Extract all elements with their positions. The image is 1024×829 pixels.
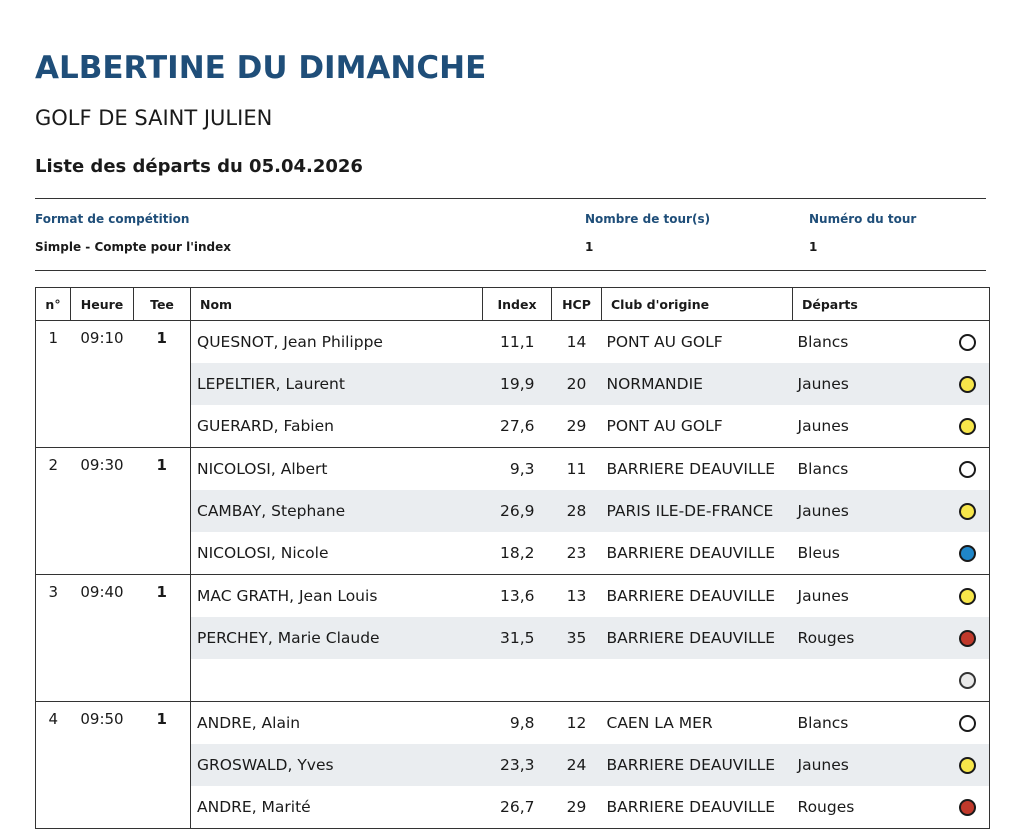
player-name: PERCHEY, Marie Claude xyxy=(191,617,483,659)
table-row xyxy=(36,363,990,405)
player-club: CAEN LA MER xyxy=(602,702,793,745)
group-number xyxy=(36,405,71,448)
tee-color-cell xyxy=(946,575,990,618)
tee-color-icon xyxy=(959,715,976,732)
col-header-time: Heure xyxy=(71,288,134,321)
col-header-club: Club d'origine xyxy=(602,288,793,321)
tee-number: 1 xyxy=(134,575,191,618)
player-hcp: 20 xyxy=(552,363,602,405)
tee-color-cell xyxy=(946,490,990,532)
table-row xyxy=(36,786,990,829)
table-header-row xyxy=(36,288,990,321)
tee-color-icon xyxy=(959,461,976,478)
player-hcp: 35 xyxy=(552,617,602,659)
tee-time xyxy=(71,617,134,659)
group-number xyxy=(36,786,71,829)
tee-time: 09:40 xyxy=(71,575,134,618)
col-header-name: Nom xyxy=(191,288,483,321)
player-hcp: 13 xyxy=(552,575,602,618)
group-number: 3 xyxy=(36,575,71,618)
club-name: GOLF DE SAINT JULIEN xyxy=(35,106,273,130)
player-departure-tee: Jaunes xyxy=(793,490,946,532)
tee-color-icon xyxy=(959,376,976,393)
group-number xyxy=(36,363,71,405)
group-number: 4 xyxy=(36,702,71,745)
group-number: 1 xyxy=(36,321,71,364)
player-club: PONT AU GOLF xyxy=(606,417,723,435)
tee-color-icon xyxy=(959,418,976,435)
col-header-index: Index xyxy=(483,288,552,321)
tee-time-group xyxy=(36,321,990,448)
rounds-label: Nombre de tour(s) xyxy=(585,212,711,226)
table-row xyxy=(36,448,990,491)
tee-color-icon xyxy=(959,799,976,816)
tee-color-cell xyxy=(946,744,990,786)
player-hcp: 24 xyxy=(552,744,602,786)
player-index: 19,9 xyxy=(483,363,552,405)
tee-color-cell xyxy=(946,702,990,745)
tee-color-cell xyxy=(946,659,990,702)
player-club: BARRIERE DEAUVILLE xyxy=(606,544,776,562)
tee-time-group xyxy=(36,702,990,829)
tee-time-group xyxy=(36,575,990,702)
table-row xyxy=(36,575,990,618)
start-list-table xyxy=(35,287,990,829)
player-name: NICOLOSI, Albert xyxy=(191,448,483,491)
tee-time: 09:10 xyxy=(71,321,134,364)
tee-color-cell xyxy=(946,617,990,659)
col-header-hcp: HCP xyxy=(552,288,602,321)
player-club: BARRIERE DEAUVILLE xyxy=(602,575,793,618)
player-hcp: 29 xyxy=(566,417,587,435)
player-club xyxy=(602,659,793,702)
player-index: 27,6 xyxy=(499,417,535,435)
tee-time xyxy=(71,659,134,702)
tee-time xyxy=(71,786,134,829)
tee-color-cell xyxy=(946,321,990,364)
player-name: GUERARD, Fabien xyxy=(191,405,483,448)
group-number xyxy=(36,617,71,659)
tee-time xyxy=(71,744,134,786)
tee-color-icon xyxy=(959,672,976,689)
tee-number: 1 xyxy=(134,321,191,364)
table-row xyxy=(36,532,990,575)
tee-color-icon xyxy=(959,503,976,520)
player-index: 18,2 xyxy=(499,544,535,562)
competition-title: ALBERTINE DU DIMANCHE xyxy=(35,50,487,86)
player-departure-tee: Blancs xyxy=(793,448,946,491)
group-number: 2 xyxy=(36,448,71,491)
tee-number xyxy=(134,744,191,786)
player-name: LEPELTIER, Laurent xyxy=(191,363,483,405)
table-row xyxy=(36,659,990,702)
player-departure-tee: Blancs xyxy=(793,702,946,745)
col-header-tee: Tee xyxy=(134,288,191,321)
tee-color-icon xyxy=(959,588,976,605)
tee-number xyxy=(134,659,191,702)
player-name xyxy=(191,659,483,702)
player-departure-tee: Jaunes xyxy=(797,417,849,435)
tee-number xyxy=(134,786,191,829)
player-hcp: 14 xyxy=(552,321,602,364)
col-header-number: n° xyxy=(36,288,71,321)
tee-time xyxy=(71,405,134,448)
tee-color-icon xyxy=(959,757,976,774)
tee-number xyxy=(134,490,191,532)
tee-number: 1 xyxy=(134,702,191,745)
group-number xyxy=(36,532,71,575)
tee-number xyxy=(134,617,191,659)
tee-time xyxy=(71,532,134,575)
player-departure-tee: Jaunes xyxy=(793,363,946,405)
tee-time xyxy=(71,490,134,532)
player-departure-tee: Blancs xyxy=(793,321,946,364)
player-club: BARRIERE DEAUVILLE xyxy=(602,744,793,786)
player-departure-tee: Rouges xyxy=(793,786,946,829)
group-number xyxy=(36,659,71,702)
player-name: QUESNOT, Jean Philippe xyxy=(191,321,483,364)
tee-color-cell xyxy=(946,363,990,405)
tee-time: 09:30 xyxy=(71,448,134,491)
player-hcp: 29 xyxy=(552,786,602,829)
tee-time xyxy=(71,363,134,405)
player-club: PONT AU GOLF xyxy=(602,321,793,364)
rounds-value: 1 xyxy=(585,240,594,254)
player-name: ANDRE, Marité xyxy=(191,786,483,829)
tee-number xyxy=(134,405,191,448)
tee-time-group xyxy=(36,448,990,575)
player-index: 23,3 xyxy=(483,744,552,786)
player-departure-tee: Rouges xyxy=(793,617,946,659)
player-club: BARRIERE DEAUVILLE xyxy=(602,786,793,829)
player-name: MAC GRATH, Jean Louis xyxy=(191,575,483,618)
tee-number xyxy=(134,532,191,575)
tee-color-icon xyxy=(959,545,976,562)
player-hcp: 11 xyxy=(552,448,602,491)
group-number xyxy=(36,490,71,532)
tee-color-cell xyxy=(946,532,990,575)
tee-number: 1 xyxy=(134,448,191,491)
player-index: 9,3 xyxy=(483,448,552,491)
player-name: GROSWALD, Yves xyxy=(191,744,483,786)
player-index: 31,5 xyxy=(483,617,552,659)
format-label: Format de compétition xyxy=(35,212,190,226)
bottom-divider xyxy=(35,270,986,271)
tee-color-cell xyxy=(946,405,990,448)
tee-color-cell xyxy=(946,786,990,829)
player-club: PARIS ILE-DE-FRANCE xyxy=(602,490,793,532)
round-number-label: Numéro du tour xyxy=(809,212,917,226)
player-hcp: 28 xyxy=(552,490,602,532)
player-index: 26,7 xyxy=(483,786,552,829)
player-index: 26,9 xyxy=(483,490,552,532)
top-divider xyxy=(35,198,986,199)
tee-color-cell xyxy=(946,448,990,491)
player-club: BARRIERE DEAUVILLE xyxy=(602,448,793,491)
player-name: ANDRE, Alain xyxy=(191,702,483,745)
player-name: CAMBAY, Stephane xyxy=(191,490,483,532)
group-number xyxy=(36,744,71,786)
table-row xyxy=(36,321,990,364)
player-index: 11,1 xyxy=(483,321,552,364)
player-departure-tee: Jaunes xyxy=(793,744,946,786)
player-index xyxy=(483,659,552,702)
player-index: 13,6 xyxy=(483,575,552,618)
player-club: NORMANDIE xyxy=(602,363,793,405)
tee-color-icon xyxy=(959,334,976,351)
start-list-heading: Liste des départs du 05.04.2026 xyxy=(35,156,363,177)
tee-time: 09:50 xyxy=(71,702,134,745)
player-hcp: 12 xyxy=(552,702,602,745)
format-value: Simple - Compte pour l'index xyxy=(35,240,232,254)
table-row xyxy=(36,617,990,659)
table-row xyxy=(36,702,990,745)
player-departure-tee: Jaunes xyxy=(793,575,946,618)
player-club: BARRIERE DEAUVILLE xyxy=(602,617,793,659)
table-row xyxy=(36,490,990,532)
table-row xyxy=(36,405,990,448)
tee-color-icon xyxy=(959,630,976,647)
tee-number xyxy=(134,363,191,405)
table-row xyxy=(36,744,990,786)
player-hcp xyxy=(552,659,602,702)
player-name: NICOLOSI, Nicole xyxy=(191,532,483,575)
player-departure-tee xyxy=(793,659,946,702)
round-number-value: 1 xyxy=(809,240,818,254)
col-header-departs: Départs xyxy=(793,288,990,321)
player-index: 9,8 xyxy=(483,702,552,745)
player-hcp: 23 xyxy=(566,544,587,562)
player-departure-tee: Bleus xyxy=(797,544,840,562)
